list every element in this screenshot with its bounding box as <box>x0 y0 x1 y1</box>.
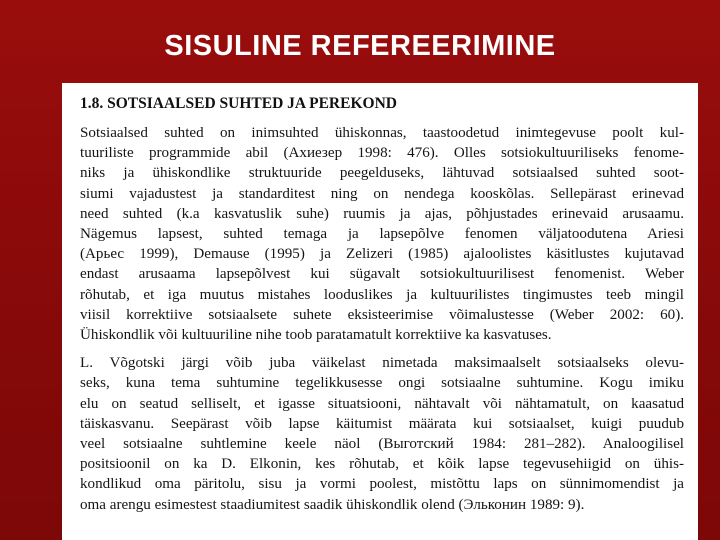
text-line: Nägemus lapsest, suhted temaga ja lapsepõlve fenomen väljatoodutena Ariesi <box>80 226 684 243</box>
paragraph-2 <box>80 353 684 515</box>
paragraph-1 <box>80 123 684 345</box>
text-line: endast arusaama lapsepõlvest kui sügavalt sotsiokultuurilisest fenomenist. Weber <box>80 266 684 283</box>
text-line: tuuriliste programmide abil (Ахиезер 1998: 476). Olles sotsiokultuuriliseks fenome- <box>80 145 684 162</box>
document-heading: 1.8. SOTSIAALSED SUHTED JA PEREKOND <box>80 95 397 112</box>
text-line: kondlikud oma päritolu, sisu ja vormi poolest, mistõttu laps on sünnimomendist ja <box>80 476 684 493</box>
text-line: positsioonil on ka D. Elkonin, kes rõhutab, et kõik lapse tegevusehiigid on ühis- <box>80 456 684 473</box>
text-line: elu on seatud selliselt, et igasse situatsiooni, nähtavalt või nähtamatult, on kaasatud <box>80 395 684 412</box>
text-line: seks, kuna tema suhtumine tegelikkusesse ongi sotsiaalne suhtumine. Kogu imiku <box>80 375 684 392</box>
text-line: (Арьес 1999), Demause (1995) ja Zelizeri (1985) ajaloolistes käsitlustes kujutavad <box>80 246 684 263</box>
text-line: niks ja ühiskondlike struktuuride peegelduseks, lähtuvad sotsiaalsed suhted soot- <box>80 165 684 182</box>
slide-title: SISULINE REFEREERIMINE <box>164 30 556 62</box>
text-line: rõhutab, et iga muutus mistahes looduslikes ja kultuurilistes tingimustes teeb mingil <box>80 286 684 303</box>
text-line: Ühiskondlik või kultuuriline nihe toob paratamatult korrektiive ka kasvatuses. <box>80 327 552 344</box>
text-line: Sotsiaalsed suhted on inimsuhted ühiskonnas, taastoodetud inimtegevuse poolt kul- <box>80 125 684 141</box>
text-line: oma arengu esimestest staadiumitest saadik ühiskondlik olend (Эльконин 1989: 9). <box>80 496 585 513</box>
text-line: viisil korrektiive sotsiaalsete suhete eksisteerimise võimalustesse (Weber 2002: 60). <box>80 306 684 323</box>
text-line: täiskasvanu. Seepärast võib lapse käitumist määrata kui sotsiaalset, kuigi puudub <box>80 415 684 432</box>
text-line: need suhted (k.a kasvatuslik suhe) ruumis ja ajas, põhjustades erinevaid arusaamu. <box>80 205 684 222</box>
text-line: L. Võgotski järgi võib juba väikelast nimetada maksimaalselt sotsiaalseks olevu- <box>80 355 684 372</box>
document-page <box>62 83 698 540</box>
text-line: veel sotsiaalne suhtlemine keele näol (Выготский 1984: 281–282). Analoogilisel <box>80 436 684 453</box>
text-line: siumi vajadustest ja standarditest ning on nendega kooskõlas. Sellepärast erinevad <box>80 185 684 202</box>
